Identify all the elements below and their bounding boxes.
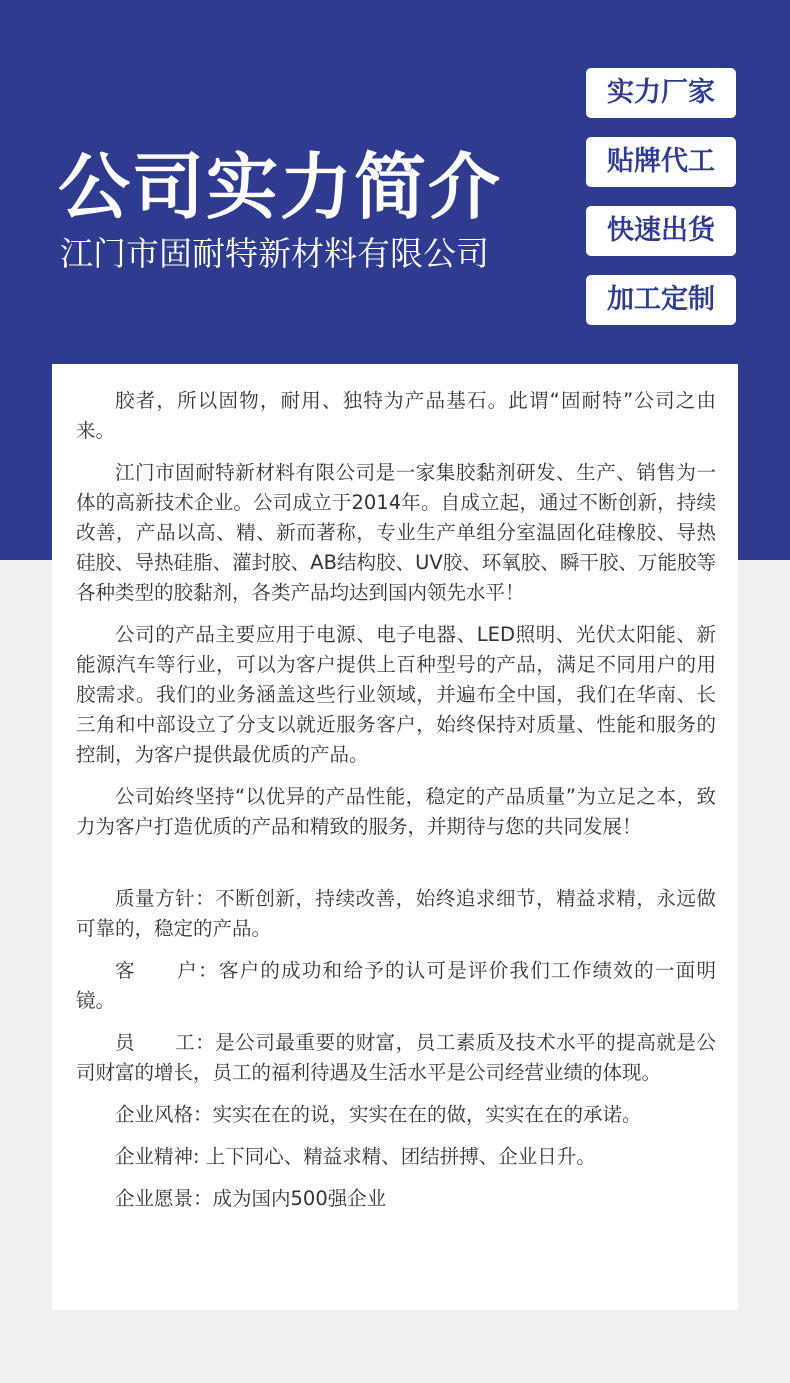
employee-value: 员 工：是公司最重要的财富，员工素质及技术水平的提高就是公司财富的增长，员工的福利待遇及生活水平是公司经营业绩的体现。: [76, 1031, 716, 1084]
badge-oem: 贴牌代工: [586, 137, 736, 187]
intro-paragraph-4: 公司始终坚持“以优异的产品性能，稳定的产品质量”为立足之本，致力为客户打造优质的产品和精致的服务，并期待与您的共同发展！: [76, 785, 716, 838]
feature-badges: [586, 68, 736, 344]
corporate-style: 企业风格：实实在在的说，实实在在的做，实实在在的承诺。: [115, 1103, 642, 1126]
intro-paragraph-1: 胶者，所以固物，耐用、独特为产品基石。此谓“固耐特”公司之由来。: [76, 389, 716, 442]
quality-policy: 质量方针：不断创新，持续改善，始终追求细节，精益求精，永远做可靠的，稳定的产品。: [76, 887, 716, 940]
badge-customization: 加工定制: [586, 275, 736, 325]
page-title: 公司实力简介: [58, 145, 503, 229]
corporate-vision: 企业愿景：成为国内500强企业: [115, 1187, 387, 1210]
content-card: [52, 364, 738, 1310]
customer-value: 客 户：客户的成功和给予的认可是评价我们工作绩效的一面明镜。: [76, 959, 716, 1012]
company-name: 江门市固耐特新材料有限公司: [60, 234, 489, 273]
badge-fast-shipping: 快速出货: [586, 206, 736, 256]
article-body: [76, 386, 716, 1226]
section-spacer: [76, 854, 716, 884]
corporate-spirit: 企业精神: 上下同心、精益求精、团结拼搏、企业日升。: [115, 1145, 596, 1168]
intro-paragraph-2: 江门市固耐特新材料有限公司是一家集胶黏剂研发、生产、销售为一体的高新技术企业。公司成立于2014年。自成立起，通过不断创新，持续改善，产品以高、精、新而著称，专业生产单组分室温固化硅橡胶、导热硅胶、导热硅脂、灌封胶、AB结构胶、UV胶、环氧胶、瞬干胶、万能胶等各种类型的胶黏剂，各类产品均达到国内领先水平！: [76, 461, 716, 604]
badge-manufacturer: 实力厂家: [586, 68, 736, 118]
intro-paragraph-3: 公司的产品主要应用于电源、电子电器、LED照明、光伏太阳能、新能源汽车等行业，可以为客户提供上百种型号的产品，满足不同用户的用胶需求。我们的业务涵盖这些行业领域，并遍布全中国，我们在华南、长三角和中部设立了分支以就近服务客户，始终保持对质量、性能和服务的控制，为客户提供最优质的产品。: [76, 623, 716, 766]
